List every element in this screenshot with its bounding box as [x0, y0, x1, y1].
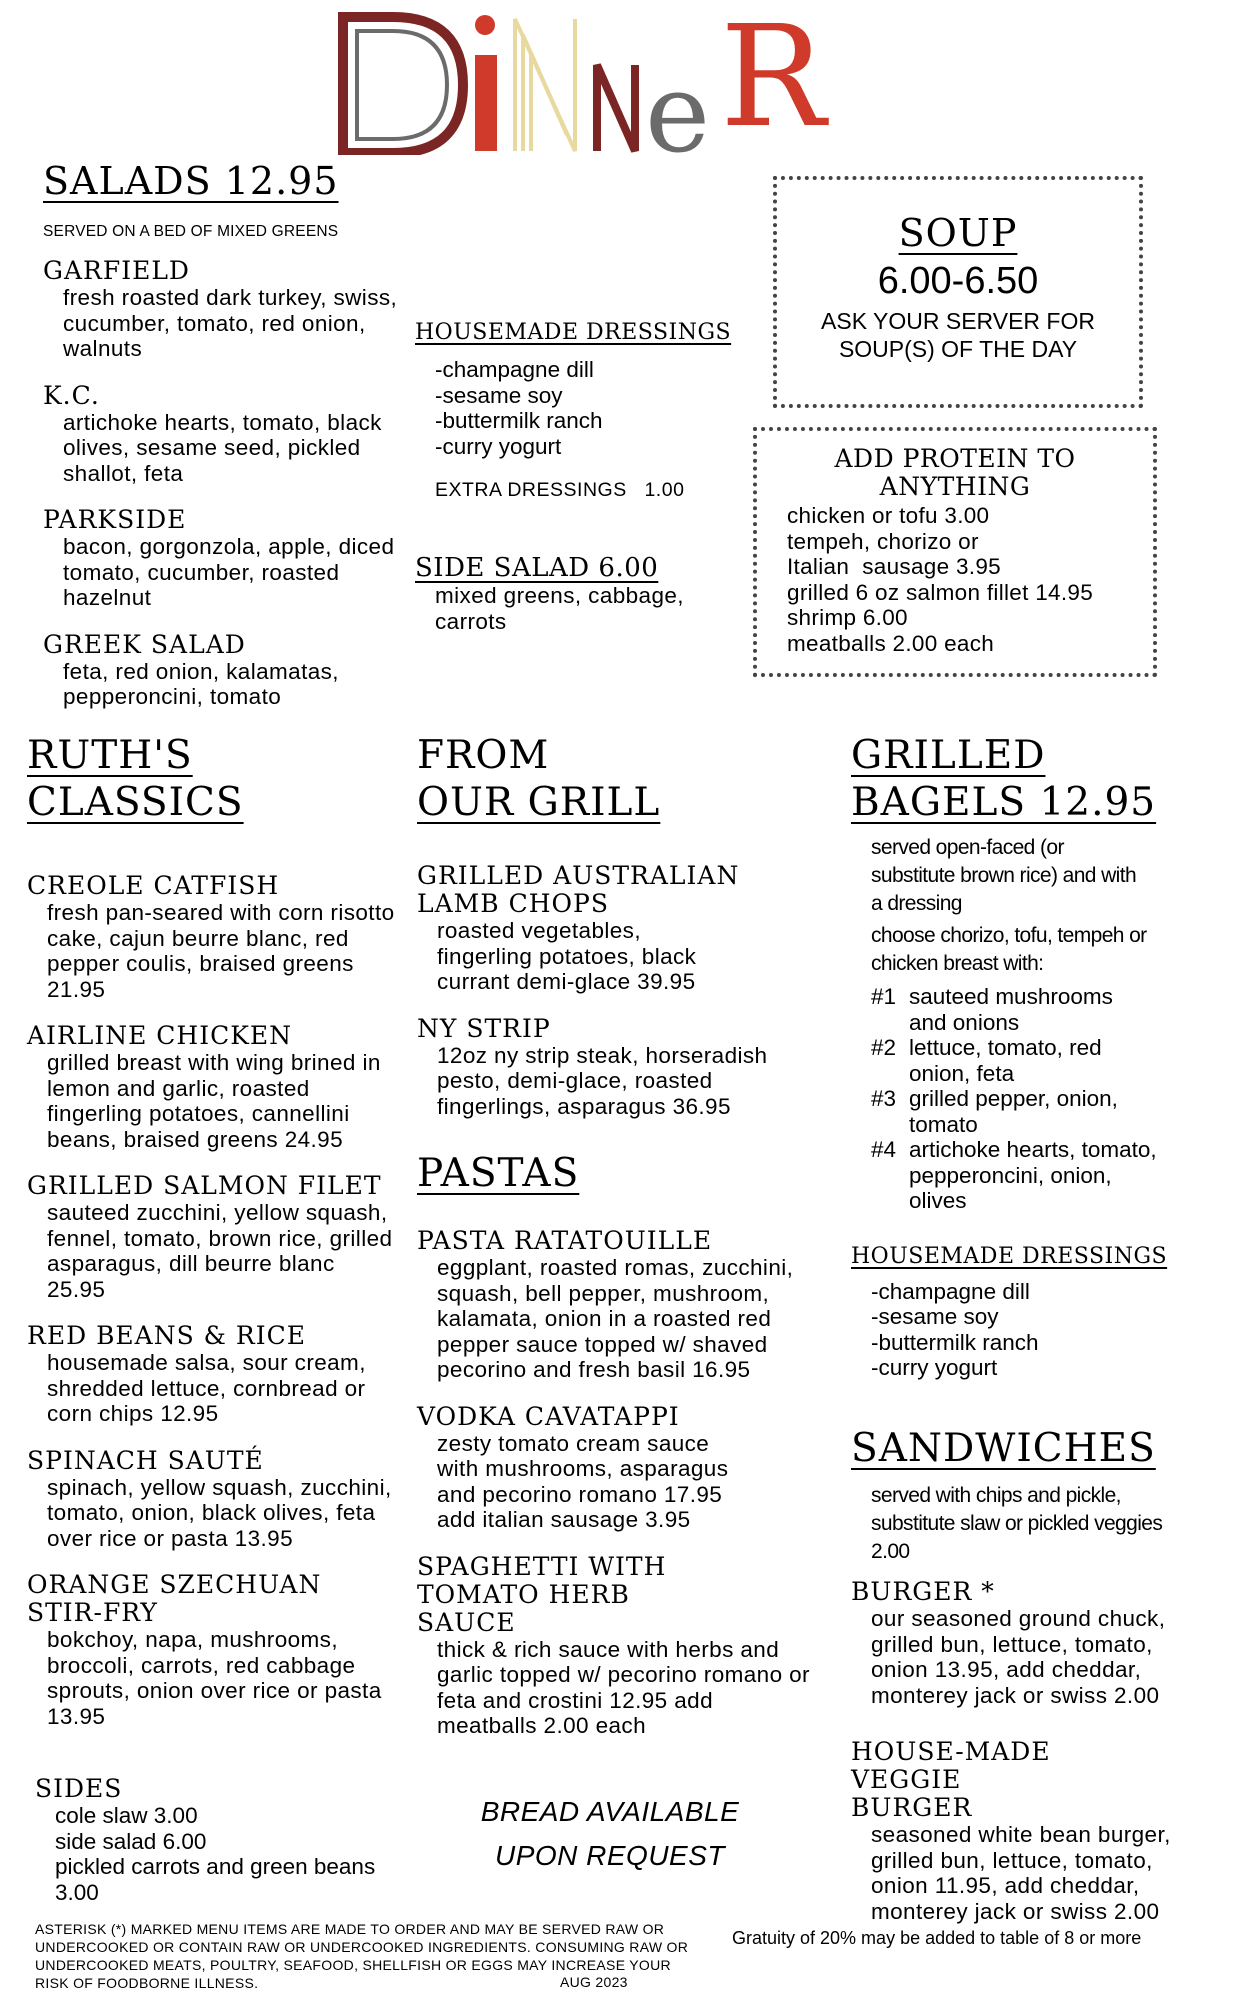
pastas-list	[417, 1227, 817, 1739]
sandwiches-heading: SANDWICHES	[851, 1426, 1156, 1471]
pastas-section	[417, 1150, 817, 1759]
dressing-item: -sesame soy	[435, 382, 563, 408]
salads-list	[43, 257, 413, 710]
extra-dressings: EXTRA DRESSINGS 1.00	[435, 479, 685, 501]
classic-item	[27, 1447, 397, 1552]
bagel-option	[871, 984, 1231, 1035]
classic-name: AIRLINE CHICKEN	[27, 1021, 293, 1050]
classic-desc: bokchoy, napa, mushrooms, broccoli, carrots, red cabbage sprouts, onion over rice or pasta 13.95	[47, 1627, 382, 1729]
bagel-option-text: sauteed mushrooms and onions	[909, 984, 1113, 1035]
salads-section	[43, 158, 413, 730]
salad-item	[43, 382, 413, 487]
pasta-desc: eggplant, roasted romas, zucchini, squash, bell pepper, mushroom, kalamata, onion in a roasted red pepper sauce topped w/ shaved pecorino and fresh basil 16.95	[437, 1255, 794, 1382]
protein-item: tempeh, chorizo or	[787, 528, 979, 554]
side-item: pickled carrots and green beans 3.00	[55, 1854, 376, 1905]
sides-list	[35, 1803, 425, 1905]
dressing-item: -buttermilk ranch	[871, 1329, 1039, 1355]
classics-list	[27, 872, 397, 1729]
grill-heading: FROM OUR GRILL	[417, 733, 661, 825]
protein-item: grilled 6 oz salmon fillet 14.95	[787, 579, 1094, 605]
classic-item	[27, 1172, 397, 1302]
salad-name: GARFIELD	[43, 256, 190, 285]
salads-heading: SALADS 12.95	[43, 159, 339, 203]
pasta-desc: zesty tomato cream sauce with mushrooms, asparagus and pecorino romano 17.95 add italian sausage 3.95	[437, 1430, 729, 1532]
side-item: cole slaw 3.00	[55, 1803, 198, 1828]
dressings-heading: HOUSEMADE DRESSINGS	[415, 320, 732, 345]
classic-name: RED BEANS & RICE	[27, 1321, 306, 1350]
classic-desc: sauteed zucchini, yellow squash, fennel, tomato, brown rice, grilled asparagus, dill beurre blanc 25.95	[47, 1200, 393, 1302]
protein-item: Italian sausage 3.95	[787, 554, 1001, 579]
footer-gratuity: Gratuity of 20% may be added to table of 8 or more	[732, 1928, 1142, 1948]
sandwiches-intro: served with chips and pickle, substitute slaw or pickled veggies 2.00	[871, 1484, 1163, 1563]
bagel-option-text: grilled pepper, onion, tomato	[909, 1086, 1118, 1137]
soup-heading: SOUP	[898, 211, 1018, 255]
grill-item	[417, 1015, 817, 1120]
side-salad-desc: mixed greens, cabbage, carrots	[435, 583, 684, 634]
bread-line2: UPON REQUEST	[494, 1840, 726, 1871]
classic-name: GRILLED SALMON FILET	[27, 1171, 382, 1200]
classic-desc: fresh pan-seared with corn risotto cake, cajun beurre blanc, red pepper coulis, braised greens 21.95	[47, 900, 395, 1002]
sandwich-desc: our seasoned ground chuck, grilled bun, lettuce, tomato, onion 13.95, add cheddar, monterey jack or swiss 2.00	[871, 1606, 1166, 1708]
salad-desc: feta, red onion, kalamatas, pepperoncini, tomato	[63, 658, 339, 709]
bagel-option	[871, 1137, 1231, 1214]
bagel-option	[871, 1086, 1231, 1137]
dressing-item: -curry yogurt	[435, 433, 562, 459]
sides-section	[35, 1775, 425, 1905]
grill-desc: 12oz ny strip steak, horseradish pesto, demi-glace, roasted fingerlings, asparagus 36.95	[437, 1042, 768, 1119]
bagels-section	[851, 732, 1231, 1381]
svg-text:e: e	[645, 49, 711, 155]
classics-heading: RUTH'S CLASSICS	[27, 733, 244, 825]
bread-note	[440, 1790, 780, 1878]
sandwich-desc: seasoned white bean burger, grilled bun, lettuce, tomato, onion 11.95, add cheddar, monterey jack or swiss 2.00	[871, 1822, 1171, 1924]
bagel-options	[851, 984, 1231, 1214]
soup-box	[773, 176, 1143, 408]
pastas-heading: PASTAS	[417, 1151, 580, 1196]
bagels-intro1: served open-faced (or substitute brown rice) and with a dressing	[871, 836, 1137, 915]
bagels-dressings-list	[851, 1279, 1231, 1381]
grill-section	[417, 732, 817, 1139]
bagels-heading: GRILLED BAGELS 12.95	[851, 733, 1157, 825]
grill-list	[417, 862, 817, 1119]
salad-item	[43, 506, 413, 611]
salad-name: GREEK SALAD	[43, 629, 246, 659]
sandwiches-list	[851, 1578, 1231, 1924]
bagel-option-num: #1	[871, 984, 897, 1009]
salad-desc: artichoke hearts, tomato, black olives, sesame seed, pickled shallot, feta	[63, 409, 382, 486]
classic-item	[27, 872, 397, 1002]
salad-item	[43, 631, 413, 710]
protein-item: shrimp 6.00	[787, 605, 908, 630]
grill-name: GRILLED AUSTRALIAN LAMB CHOPS	[417, 861, 740, 918]
bagel-option-text: artichoke hearts, tomato, pepperoncini, onion, olives	[909, 1137, 1157, 1213]
classic-item	[27, 1022, 397, 1152]
classic-name: SPINACH SAUTÉ	[27, 1445, 264, 1475]
dinner-logo	[335, 5, 875, 155]
protein-box	[753, 427, 1157, 677]
bagel-option	[871, 1035, 1231, 1086]
pasta-name: VODKA CAVATAPPI	[417, 1401, 680, 1431]
soup-price: 6.00-6.50	[877, 260, 1039, 302]
classic-item	[27, 1571, 397, 1729]
protein-list	[757, 503, 1153, 656]
footer-date: AUG 2023	[560, 1974, 628, 1990]
side-item: side salad 6.00	[55, 1828, 207, 1854]
classic-desc: grilled breast with wing brined in lemon and garlic, roasted fingerling potatoes, cannellini beans, braised greens 24.95	[47, 1050, 381, 1152]
side-salad-section	[415, 553, 735, 634]
pasta-name: SPAGHETTI WITH TOMATO HERB SAUCE	[417, 1551, 667, 1637]
bagel-option-num: #2	[871, 1035, 897, 1060]
grill-item	[417, 862, 817, 995]
dinner-logo-art	[335, 5, 875, 155]
classic-item	[27, 1322, 397, 1427]
bagels-dressings-heading: HOUSEMADE DRESSINGS	[851, 1243, 1168, 1269]
sandwich-name: HOUSE-MADE VEGGIE BURGER	[851, 1737, 1051, 1822]
disclaimer-text: ASTERISK (*) MARKED MENU ITEMS ARE MADE TO ORDER AND MAY BE SERVED RAW OR UNDERCOOKED OR CONTAIN RAW OR UNDERCOOKED INGREDIENTS. CONSUMING RAW OR UNDERCOOKED MEATS, POULTRY, SEAFOOD, SHELLFISH OR EGGS MAY INCREASE YOUR RISK OF FOODBORNE ILLNESS.	[35, 1921, 689, 1991]
classic-name: CREOLE CATFISH	[27, 871, 280, 900]
classic-desc: housemade salsa, sour cream, shredded lettuce, cornbread or corn chips 12.95	[47, 1350, 366, 1426]
sandwich-item	[851, 1738, 1231, 1924]
sandwich-item	[851, 1578, 1231, 1708]
bagels-intro2: choose chorizo, tofu, tempeh or chicken breast with:	[871, 924, 1147, 975]
protein-heading: ADD PROTEIN TO ANYTHING	[834, 444, 1076, 501]
side-salad-heading: SIDE SALAD 6.00	[415, 553, 659, 583]
salad-item	[43, 257, 413, 362]
bagel-option-num: #4	[871, 1137, 897, 1162]
grill-name: NY STRIP	[417, 1013, 551, 1043]
sandwich-name: BURGER *	[851, 1577, 995, 1606]
bread-line1: BREAD AVAILABLE	[480, 1796, 740, 1827]
pasta-item	[417, 1403, 817, 1533]
pasta-item	[417, 1227, 817, 1383]
bagel-option-num: #3	[871, 1086, 897, 1111]
svg-text:R: R	[720, 5, 826, 155]
salads-subtitle: SERVED ON A BED OF MIXED GREENS	[43, 223, 339, 240]
sides-heading: SIDES	[35, 1774, 123, 1803]
dressing-item: -champagne dill	[871, 1278, 1030, 1304]
dressings-list	[415, 357, 735, 459]
soup-note: ASK YOUR SERVER FOR SOUP(S) OF THE DAY	[821, 308, 1095, 362]
dressing-item: -curry yogurt	[871, 1355, 998, 1380]
dressing-item: -sesame soy	[871, 1304, 999, 1329]
classic-desc: spinach, yellow squash, zucchini, tomato, onion, black olives, feta over rice or pasta 13.95	[47, 1474, 392, 1551]
salad-name: K.C.	[43, 380, 100, 410]
salad-desc: fresh roasted dark turkey, swiss, cucumber, tomato, red onion, walnuts	[63, 285, 398, 361]
dressing-item: -buttermilk ranch	[435, 408, 603, 433]
pasta-name: PASTA RATATOUILLE	[417, 1226, 713, 1255]
classics-section	[27, 732, 397, 1749]
pasta-desc: thick & rich sauce with herbs and garlic topped w/ pecorino romano or feta and crostini 12.95 add meatballs 2.00 each	[437, 1636, 810, 1738]
grill-desc: roasted vegetables, fingerling potatoes, black currant demi-glace 39.95	[437, 918, 697, 994]
dressing-item: -champagne dill	[435, 357, 594, 382]
pasta-item	[417, 1553, 817, 1739]
classic-name: ORANGE SZECHUAN STIR-FRY	[27, 1570, 322, 1627]
dressings-section	[415, 320, 735, 502]
bagel-option-text: lettuce, tomato, red onion, feta	[909, 1035, 1102, 1086]
salad-name: PARKSIDE	[43, 505, 187, 534]
protein-item: chicken or tofu 3.00	[787, 503, 990, 528]
sandwiches-section	[851, 1425, 1231, 1944]
salad-desc: bacon, gorgonzola, apple, diced tomato, cucumber, roasted hazelnut	[63, 534, 395, 610]
protein-item: meatballs 2.00 each	[787, 630, 995, 656]
